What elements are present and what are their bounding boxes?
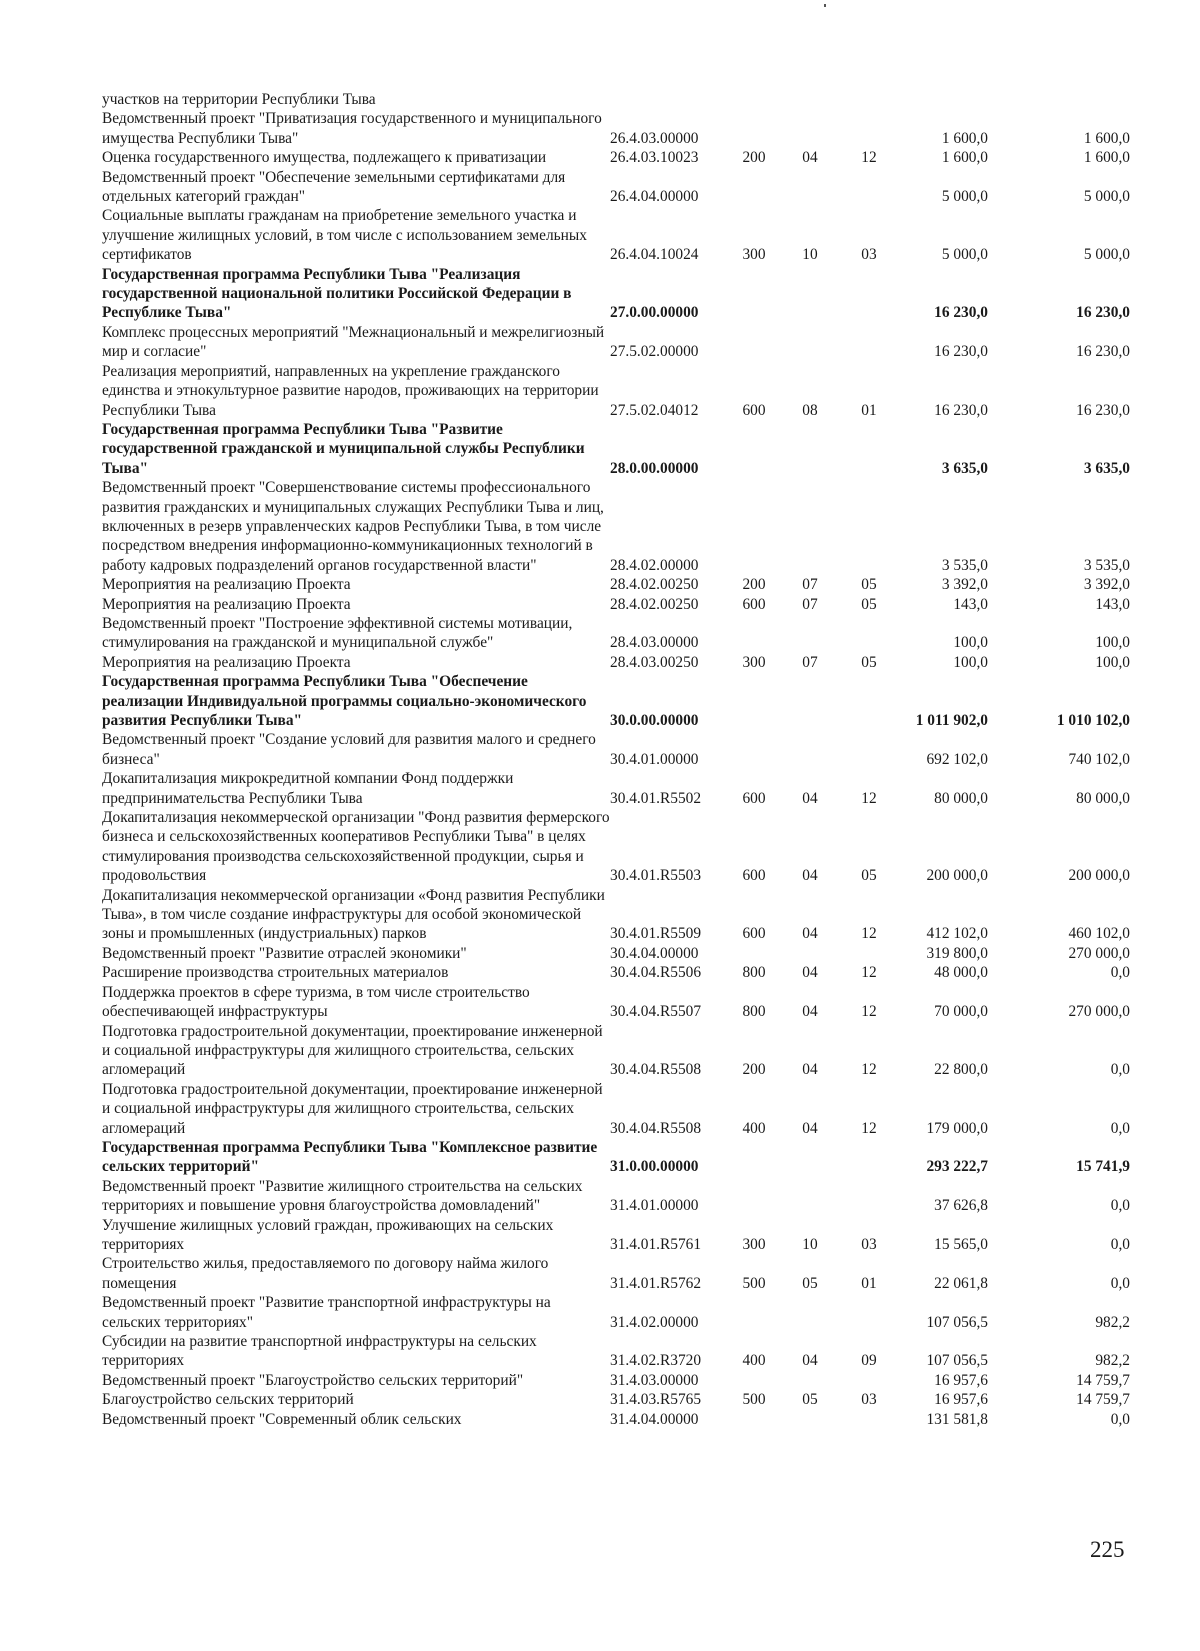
row-subsection xyxy=(838,730,900,769)
row-subsection: 12 xyxy=(861,789,877,807)
row-expense-type: 300 xyxy=(742,1235,766,1253)
row-name: участков на территории Республики Тыва xyxy=(102,91,376,108)
row-name: Ведомственный проект "Создание условий для развития малого и среднего бизнеса" xyxy=(102,731,596,768)
row-code: 27.5.02.04012 xyxy=(610,401,699,419)
row-amount-year-1: 16 230,0 xyxy=(934,401,988,419)
table-row xyxy=(102,420,1154,478)
row-section: 04 xyxy=(802,1352,818,1370)
row-code: 30.4.04.R5508 xyxy=(610,1119,702,1137)
row-subsection: 03 xyxy=(861,246,877,264)
row-expense-type: 300 xyxy=(742,653,766,671)
page-number: 225 xyxy=(1090,1537,1125,1562)
row-expense-type xyxy=(726,420,782,478)
row-amount-year-2: 0,0 xyxy=(1110,964,1130,982)
row-amount-year-2: 1 600,0 xyxy=(1083,129,1130,147)
row-amount-year-1: 48 000,0 xyxy=(934,964,988,982)
row-expense-type: 500 xyxy=(742,1391,766,1409)
row-amount-year-1: 80 000,0 xyxy=(934,789,988,807)
row-subsection xyxy=(838,90,900,109)
row-code: 30.4.04.R5508 xyxy=(610,1061,702,1079)
row-amount-year-2: 5 000,0 xyxy=(1083,246,1130,264)
row-expense-type xyxy=(726,730,782,769)
row-amount-year-1: 319 800,0 xyxy=(926,944,988,962)
scan-speck xyxy=(824,4,826,7)
table-row xyxy=(102,168,1154,207)
row-code: 28.4.02.00250 xyxy=(610,595,699,613)
row-amount-year-2: 0,0 xyxy=(1110,1235,1130,1253)
row-name: Подготовка градостроительной документации, проектирование инженерной и социальной инфраструктуры для жилищного строительства, сельских агломераций xyxy=(102,1022,603,1079)
row-code: 31.4.02.R3720 xyxy=(610,1352,702,1370)
row-code: 30.4.04.R5506 xyxy=(610,964,702,982)
row-name: Улучшение жилищных условий граждан, проживающих на сельских территориях xyxy=(102,1216,554,1253)
row-subsection: 03 xyxy=(861,1235,877,1253)
row-expense-type: 600 xyxy=(742,925,766,943)
row-section xyxy=(782,90,838,109)
row-name: Докапитализация некоммерческой организации "Фонд развития фермерского бизнеса и сельскохозяйственных кооперативов Республики Тыва" в целях стимулирования производства сельскохозяйственной продукции, сырья и продовольствия xyxy=(102,809,610,885)
row-expense-type: 200 xyxy=(742,149,766,167)
row-name: Ведомственный проект "Развитие жилищного строительства на сельских территориях и повышение уровня благоустройства домовладений" xyxy=(102,1177,583,1215)
row-amount-year-2 xyxy=(1026,90,1154,109)
row-subsection: 12 xyxy=(861,964,877,982)
row-amount-year-1: 1 011 902,0 xyxy=(915,712,988,729)
row-amount-year-2: 14 759,7 xyxy=(1076,1391,1130,1409)
row-name: Государственная программа Республики Тыва "Реализация государственной национальной политики Российской Федерации в Республике Тыва" xyxy=(102,265,572,322)
row-amount-year-1: 100,0 xyxy=(953,634,988,652)
table-row xyxy=(102,614,1154,653)
table-row xyxy=(102,1293,1154,1332)
table-row xyxy=(102,1177,1154,1216)
table-row xyxy=(102,1138,1154,1177)
row-subsection: 05 xyxy=(861,595,877,613)
row-subsection: 05 xyxy=(861,576,877,594)
row-section: 04 xyxy=(802,789,818,807)
row-code: 30.4.01.R5509 xyxy=(610,925,702,943)
table-row xyxy=(102,1371,1154,1390)
table-row xyxy=(102,672,1154,730)
table-row xyxy=(102,808,1154,886)
row-subsection xyxy=(838,265,900,323)
row-code: 30.4.01.00000 xyxy=(610,750,699,768)
row-amount-year-1: 107 056,5 xyxy=(926,1313,988,1331)
row-amount-year-2: 982,2 xyxy=(1095,1313,1130,1331)
row-code: 31.4.03.R5765 xyxy=(610,1391,702,1409)
row-name: Расширение производства строительных материалов xyxy=(102,964,449,982)
row-amount-year-1: 16 957,6 xyxy=(934,1371,988,1389)
row-amount-year-2: 5 000,0 xyxy=(1083,188,1130,206)
row-code: 30.4.01.R5502 xyxy=(610,789,702,807)
row-expense-type: 800 xyxy=(742,964,766,982)
row-amount-year-1: 16 230,0 xyxy=(934,343,988,361)
row-expense-type: 400 xyxy=(742,1352,766,1370)
row-section xyxy=(782,614,838,653)
row-code: 30.4.04.00000 xyxy=(610,944,699,962)
row-subsection: 12 xyxy=(861,1003,877,1021)
row-amount-year-2: 0,0 xyxy=(1110,1274,1130,1292)
row-section: 04 xyxy=(802,1003,818,1021)
table-row xyxy=(102,963,1154,982)
table-row xyxy=(102,595,1154,614)
row-amount-year-1: 692 102,0 xyxy=(926,750,988,768)
row-code: 28.4.03.00000 xyxy=(610,634,699,652)
row-amount-year-1: 293 222,7 xyxy=(926,1158,988,1176)
row-amount-year-1: 5 000,0 xyxy=(941,246,988,264)
row-section xyxy=(782,265,838,323)
row-name: Ведомственный проект "Благоустройство сельских территорий" xyxy=(102,1371,524,1389)
table-row xyxy=(102,769,1154,808)
row-code: 31.4.02.00000 xyxy=(610,1313,699,1331)
row-expense-type: 500 xyxy=(742,1274,766,1292)
row-code: 31.4.01.00000 xyxy=(610,1197,699,1215)
row-amount-year-1: 100,0 xyxy=(953,653,988,671)
row-section: 07 xyxy=(802,576,818,594)
row-section xyxy=(782,1138,838,1177)
row-amount-year-1: 70 000,0 xyxy=(934,1003,988,1021)
row-code: 31.4.03.00000 xyxy=(610,1371,699,1389)
row-code: 31.4.04.00000 xyxy=(610,1410,699,1428)
row-code: 28.4.02.00000 xyxy=(610,556,699,574)
table-row xyxy=(102,944,1154,963)
row-expense-type xyxy=(726,109,782,148)
row-name: Строительство жилья, предоставляемого по договору найма жилого помещения xyxy=(102,1255,549,1292)
row-section xyxy=(782,672,838,730)
row-amount-year-2: 16 230,0 xyxy=(1076,304,1130,322)
table-row xyxy=(102,478,1154,575)
row-amount-year-1: 15 565,0 xyxy=(934,1235,988,1253)
row-section xyxy=(782,323,838,362)
row-amount-year-1: 3 535,0 xyxy=(941,556,988,574)
row-section xyxy=(782,168,838,207)
row-amount-year-2: 3 535,0 xyxy=(1083,556,1130,574)
row-expense-type xyxy=(726,1410,782,1429)
row-subsection: 01 xyxy=(861,1274,877,1292)
row-section: 10 xyxy=(802,246,818,264)
row-name: Комплекс процессных мероприятий "Межнациональный и межрелигиозный мир и согласие" xyxy=(102,323,605,361)
row-amount-year-2: 460 102,0 xyxy=(1068,925,1130,943)
table-row xyxy=(102,886,1154,944)
table-row xyxy=(102,1254,1154,1293)
row-amount-year-2: 3 392,0 xyxy=(1083,576,1130,594)
row-amount-year-1 xyxy=(900,90,1026,109)
row-subsection xyxy=(838,109,900,148)
row-expense-type: 300 xyxy=(742,246,766,264)
row-amount-year-2: 16 230,0 xyxy=(1076,343,1130,361)
row-name: Благоустройство сельских территорий xyxy=(102,1391,354,1409)
row-expense-type xyxy=(726,1138,782,1177)
row-amount-year-1: 200 000,0 xyxy=(926,867,988,885)
row-expense-type xyxy=(726,672,782,730)
row-name: Реализация мероприятий, направленных на укрепление гражданского единства и этнокультурное развитие народов, проживающих на территории Республики Тыва xyxy=(102,362,599,419)
row-subsection: 01 xyxy=(861,401,877,419)
row-expense-type: 600 xyxy=(742,595,766,613)
table-row xyxy=(102,653,1154,672)
row-code: 31.0.00.00000 xyxy=(610,1158,699,1176)
row-name: Государственная программа Республики Тыва "Развитие государственной гражданской и муниципальной службы Республики Тыва" xyxy=(102,420,585,477)
row-expense-type xyxy=(726,1371,782,1390)
row-section xyxy=(782,478,838,575)
row-amount-year-1: 131 581,8 xyxy=(926,1410,988,1428)
row-section xyxy=(782,1410,838,1429)
row-code: 27.0.00.00000 xyxy=(610,304,699,322)
row-section: 04 xyxy=(802,925,818,943)
row-expense-type xyxy=(726,614,782,653)
row-amount-year-2: 270 000,0 xyxy=(1068,944,1130,962)
row-amount-year-1: 37 626,8 xyxy=(934,1197,988,1215)
row-amount-year-1: 412 102,0 xyxy=(926,925,988,943)
row-subsection xyxy=(838,1138,900,1177)
row-name: Оценка государственного имущества, подлежащего к приватизации xyxy=(102,149,547,167)
row-expense-type: 800 xyxy=(742,1003,766,1021)
table-row xyxy=(102,362,1154,420)
row-expense-type xyxy=(726,265,782,323)
row-expense-type: 600 xyxy=(742,789,766,807)
row-subsection: 12 xyxy=(861,1119,877,1137)
row-subsection xyxy=(838,1410,900,1429)
row-amount-year-2: 16 230,0 xyxy=(1076,401,1130,419)
table-row xyxy=(102,1332,1154,1371)
row-name: Подготовка градостроительной документации, проектирование инженерной и социальной инфраструктуры для жилищного строительства, сельских агломераций xyxy=(102,1080,603,1137)
row-code: 31.4.01.R5762 xyxy=(610,1274,702,1292)
row-name: Ведомственный проект "Построение эффективной системы мотивации, стимулирования на гражданской и муниципальной службе" xyxy=(102,614,573,652)
row-subsection: 12 xyxy=(861,1061,877,1079)
row-subsection xyxy=(838,478,900,575)
row-section xyxy=(782,1177,838,1216)
row-amount-year-1: 1 600,0 xyxy=(941,149,988,167)
row-subsection: 09 xyxy=(861,1352,877,1370)
row-subsection xyxy=(838,1293,900,1332)
table-row xyxy=(102,206,1154,264)
budget-table xyxy=(102,90,1154,1429)
row-subsection xyxy=(838,944,900,963)
row-subsection xyxy=(838,672,900,730)
row-subsection xyxy=(838,168,900,207)
row-subsection: 12 xyxy=(861,925,877,943)
row-code: 28.4.02.00250 xyxy=(610,576,699,594)
row-section: 04 xyxy=(802,867,818,885)
row-code: 30.4.04.R5507 xyxy=(610,1003,702,1021)
row-subsection: 12 xyxy=(861,149,877,167)
row-section: 04 xyxy=(802,964,818,982)
row-section xyxy=(782,730,838,769)
row-amount-year-1: 16 957,6 xyxy=(934,1391,988,1409)
row-amount-year-2: 0,0 xyxy=(1110,1410,1130,1428)
table-row xyxy=(102,1390,1154,1409)
row-section: 07 xyxy=(802,595,818,613)
row-section: 04 xyxy=(802,149,818,167)
row-subsection: 05 xyxy=(861,867,877,885)
row-expense-type xyxy=(726,168,782,207)
row-code: 28.4.03.00250 xyxy=(610,653,699,671)
row-amount-year-1: 107 056,5 xyxy=(926,1352,988,1370)
row-name: Мероприятия на реализацию Проекта xyxy=(102,595,351,613)
row-amount-year-1: 5 000,0 xyxy=(941,188,988,206)
row-expense-type xyxy=(726,1177,782,1216)
row-amount-year-1: 22 061,8 xyxy=(934,1274,988,1292)
row-section xyxy=(782,1371,838,1390)
row-amount-year-2: 3 635,0 xyxy=(1083,459,1130,477)
row-expense-type: 200 xyxy=(742,576,766,594)
row-amount-year-2: 0,0 xyxy=(1110,1119,1130,1137)
row-section: 07 xyxy=(802,653,818,671)
row-expense-type xyxy=(726,944,782,963)
row-amount-year-2: 982,2 xyxy=(1095,1352,1130,1370)
row-expense-type: 600 xyxy=(742,401,766,419)
row-name: Социальные выплаты гражданам на приобретение земельного участка и улучшение жилищных условий, в том числе с использованием земельных сертификатов xyxy=(102,207,587,264)
row-subsection xyxy=(838,1371,900,1390)
row-amount-year-2: 15 741,9 xyxy=(1076,1158,1130,1176)
row-section: 10 xyxy=(802,1235,818,1253)
table-row xyxy=(102,148,1154,167)
row-code: 26.4.03.10023 xyxy=(610,149,699,167)
row-name: Ведомственный проект "Приватизация государственного и муниципального имущества Республики Тыва" xyxy=(102,110,602,147)
row-code xyxy=(610,90,726,109)
row-section: 04 xyxy=(802,1061,818,1079)
row-amount-year-2: 0,0 xyxy=(1110,1197,1130,1215)
row-amount-year-1: 143,0 xyxy=(953,595,988,613)
table-row xyxy=(102,1080,1154,1138)
row-expense-type: 200 xyxy=(742,1061,766,1079)
row-expense-type xyxy=(726,1293,782,1332)
row-code: 27.5.02.00000 xyxy=(610,343,699,361)
row-code: 30.4.01.R5503 xyxy=(610,867,702,885)
row-amount-year-2: 740 102,0 xyxy=(1068,750,1130,768)
row-name: Мероприятия на реализацию Проекта xyxy=(102,576,351,594)
row-section: 05 xyxy=(802,1274,818,1292)
row-amount-year-1: 3 635,0 xyxy=(941,459,988,477)
row-section xyxy=(782,1293,838,1332)
row-subsection xyxy=(838,614,900,653)
row-amount-year-2: 1 010 102,0 xyxy=(1056,712,1130,729)
row-expense-type xyxy=(726,323,782,362)
row-amount-year-2: 270 000,0 xyxy=(1068,1003,1130,1021)
row-section: 04 xyxy=(802,1119,818,1137)
row-amount-year-1: 179 000,0 xyxy=(926,1119,988,1137)
row-code: 31.4.01.R5761 xyxy=(610,1235,702,1253)
row-section: 05 xyxy=(802,1391,818,1409)
row-name: Поддержка проектов в сфере туризма, в том числе строительство обеспечивающей инфраструктуры xyxy=(102,983,530,1021)
row-name: Мероприятия на реализацию Проекта xyxy=(102,653,351,671)
row-expense-type: 400 xyxy=(742,1119,766,1137)
row-section: 08 xyxy=(802,401,818,419)
row-amount-year-1: 3 392,0 xyxy=(941,576,988,594)
row-subsection xyxy=(838,323,900,362)
row-code: 26.4.03.00000 xyxy=(610,129,699,147)
row-name: Государственная программа Республики Тыва "Обеспечение реализации Индивидуальной программы социально-экономического развития Республики Тыва" xyxy=(102,673,587,729)
row-name: Ведомственный проект "Обеспечение земельными сертификатами для отдельных категорий граждан" xyxy=(102,168,566,206)
table-row xyxy=(102,1216,1154,1255)
row-name: Государственная программа Республики Тыва "Комплексное развитие сельских территорий" xyxy=(102,1138,598,1176)
row-amount-year-2: 14 759,7 xyxy=(1076,1371,1130,1389)
row-name: Ведомственный проект "Развитие отраслей экономики" xyxy=(102,944,467,962)
budget-table-body xyxy=(102,90,1154,1429)
row-subsection xyxy=(838,420,900,478)
table-row xyxy=(102,730,1154,769)
row-name: Ведомственный проект "Развитие транспортной инфраструктуры на сельских территориях" xyxy=(102,1294,551,1331)
table-row xyxy=(102,90,1154,109)
row-name: Ведомственный проект "Совершенствование системы профессионального развития гражданских и муниципальных служащих Республики Тыва и лиц, включенных в резерв управленческих кадров Республики Тыва, в том числе посредством внедрения информационно-коммуникационных технологий в работу кадровых подразделений органов государственной власти" xyxy=(102,479,604,574)
row-subsection: 05 xyxy=(861,653,877,671)
table-row xyxy=(102,109,1154,148)
row-amount-year-2: 1 600,0 xyxy=(1083,149,1130,167)
row-expense-type xyxy=(726,478,782,575)
row-subsection: 03 xyxy=(861,1391,877,1409)
table-row xyxy=(102,1410,1154,1429)
row-amount-year-2: 143,0 xyxy=(1095,595,1130,613)
row-name: Субсидии на развитие транспортной инфраструктуры на сельских территориях xyxy=(102,1333,537,1370)
row-amount-year-2: 80 000,0 xyxy=(1076,789,1130,807)
row-expense-type: 600 xyxy=(742,867,766,885)
row-subsection xyxy=(838,1177,900,1216)
table-row xyxy=(102,983,1154,1022)
row-amount-year-1: 1 600,0 xyxy=(941,129,988,147)
row-section xyxy=(782,420,838,478)
row-code: 30.0.00.00000 xyxy=(610,712,699,729)
table-row xyxy=(102,323,1154,362)
row-section xyxy=(782,944,838,963)
table-row xyxy=(102,575,1154,594)
row-amount-year-2: 0,0 xyxy=(1110,1061,1130,1079)
row-code: 26.4.04.10024 xyxy=(610,246,699,264)
row-name: Докапитализация микрокредитной компании Фонд поддержки предпринимательства Республики Тыва xyxy=(102,770,514,807)
row-section xyxy=(782,109,838,148)
row-code: 26.4.04.00000 xyxy=(610,188,699,206)
table-row xyxy=(102,1022,1154,1080)
row-name: Ведомственный проект "Современный облик сельских xyxy=(102,1410,462,1428)
row-amount-year-2: 100,0 xyxy=(1095,634,1130,652)
row-amount-year-1: 22 800,0 xyxy=(934,1061,988,1079)
row-name: Докапитализация некоммерческой организации «Фонд развития Республики Тыва», в том числе создание инфраструктуры для особой экономической зоны и промышленных (индустриальных) парков xyxy=(102,886,605,943)
row-code: 28.0.00.00000 xyxy=(610,459,699,477)
row-amount-year-1: 16 230,0 xyxy=(934,304,988,322)
row-amount-year-2: 200 000,0 xyxy=(1068,867,1130,885)
row-amount-year-2: 100,0 xyxy=(1095,653,1130,671)
table-row xyxy=(102,265,1154,323)
row-expense-type xyxy=(726,90,782,109)
